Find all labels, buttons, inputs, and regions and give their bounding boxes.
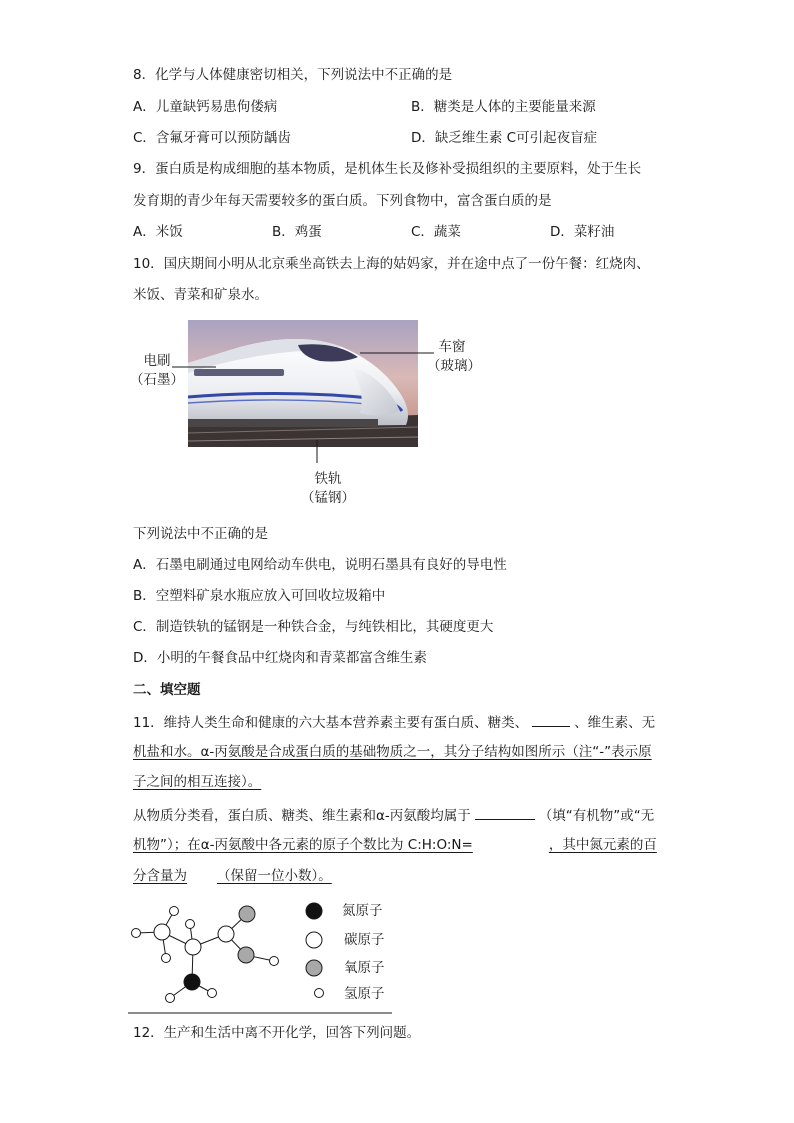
carbon-atom-2 [185, 939, 201, 955]
q10-option-d: D．小明的午餐食品中红烧肉和青菜都富含维生素 [133, 650, 427, 666]
q11-line6-end: （保留一位小数）。 [217, 868, 332, 884]
carbon-atom-1 [154, 924, 170, 940]
q8-option-d: D．缺乏维生素 C可引起夜盲症 [411, 130, 598, 146]
nitrogen-atom [184, 974, 200, 990]
legend-oxygen-icon [306, 960, 322, 976]
q9-option-a: A．米饭 [133, 224, 183, 240]
q11-line3: 子之间的相互连接）。 [133, 774, 262, 790]
q11-line4-start: 从物质分类看，蛋白质、糖类、维生素和α-丙氨酸均属于 [133, 808, 471, 824]
hydrogen-atom-1 [132, 929, 141, 938]
label-window: 车窗 [438, 339, 466, 355]
hydrogen-atom-4 [186, 920, 195, 929]
legend-carbon-label: 碳原子 [344, 932, 385, 948]
legend-hydrogen-label: 氢原子 [344, 986, 385, 1002]
legend-carbon-icon [306, 932, 322, 948]
q11-line6-start: 分含量为 [133, 868, 187, 884]
oxygen-atom-2 [238, 947, 254, 963]
q10-option-c: C．制造铁轨的锰钢是一种铁合金，与纯铁相比，其硬度更大 [133, 619, 494, 635]
q9-option-d: D．菜籽油 [550, 224, 615, 240]
q10-question: 下列说法中不正确的是 [133, 526, 268, 542]
legend-nitrogen-icon [306, 903, 322, 919]
q12-stem: 12．生产和生活中离不开化学，回答下列问题。 [133, 1025, 421, 1041]
q9-stem-line2: 发育期的青少年每天需要较多的蛋白质。下列食物中，富含蛋白质的是 [133, 193, 552, 209]
q10-stem-line1: 10．国庆期间小明从北京乘坐高铁去上海的姑妈家，并在途中点了一份午餐：红烧肉、 [133, 256, 650, 272]
label-window-material: （玻璃） [427, 358, 481, 374]
label-rail: 铁轨 [314, 471, 342, 487]
q11-line4 [133, 805, 654, 825]
q10-option-a: A．石墨电刷通过电网给动车供电，说明石墨具有良好的导电性 [133, 557, 507, 573]
q8-option-c: C．含氟牙膏可以预防龋齿 [133, 130, 291, 146]
label-brush: 电刷 [143, 353, 171, 369]
q11-line2: 机盐和水。α-丙氨酸是合成蛋白质的基础物质之一，其分子结构如图所示（注“-”表示原 [133, 744, 652, 760]
q11-line4-end: （填“有机物”或“无 [538, 808, 655, 824]
q11-line1-end: 、维生素、无 [574, 715, 656, 731]
oxygen-atom-1 [239, 906, 255, 922]
hydrogen-atom-6 [166, 994, 175, 1003]
hydrogen-atom-2 [170, 907, 179, 916]
q9-option-b: B．鸡蛋 [272, 224, 322, 240]
carbon-atom-3 [218, 926, 234, 942]
hydrogen-atom-5 [270, 957, 279, 966]
q9-stem-line1: 9．蛋白质是构成细胞的基本物质，是机体生长及修补受损组织的主要原料，处于生长 [133, 161, 642, 177]
hydrogen-atom-3 [162, 954, 171, 963]
legend-oxygen-label: 氧原子 [344, 960, 385, 976]
q8-option-a: A．儿童缺钙易患佝偻病 [133, 99, 278, 115]
section-title: 二、填空题 [133, 682, 201, 698]
q11-blank-classification[interactable] [475, 805, 535, 820]
hydrogen-atom-7 [208, 989, 217, 998]
q9-option-c: C．蔬菜 [411, 224, 461, 240]
label-rail-material: （锰钢） [301, 490, 355, 506]
q11-line1 [133, 712, 655, 732]
q10-stem-line2: 米饭、青菜和矿泉水。 [133, 287, 268, 303]
q10-option-b: B．空塑料矿泉水瓶应放入可回收垃圾箱中 [133, 588, 386, 604]
label-brush-material: （石墨） [130, 372, 184, 388]
q11-line1-start: 11．维持人类生命和健康的六大基本营养素主要有蛋白质、糖类、 [133, 715, 529, 731]
q11-line6 [133, 867, 332, 885]
q11-line5 [133, 836, 657, 854]
legend-hydrogen-icon [315, 989, 324, 998]
q11-line5-end: ，其中氮元素的百 [548, 837, 657, 853]
q11-blank-nutrient[interactable] [532, 712, 570, 727]
legend-nitrogen-label: 氮原子 [342, 903, 383, 919]
q8-option-b: B．糖类是人体的主要能量来源 [411, 99, 596, 115]
q8-stem: 8．化学与人体健康密切相关，下列说法中不正确的是 [133, 67, 453, 83]
q11-line5-start: 机物”）；在α-丙氨酸中各元素的原子个数比为 C:H:O:N= [133, 837, 473, 853]
